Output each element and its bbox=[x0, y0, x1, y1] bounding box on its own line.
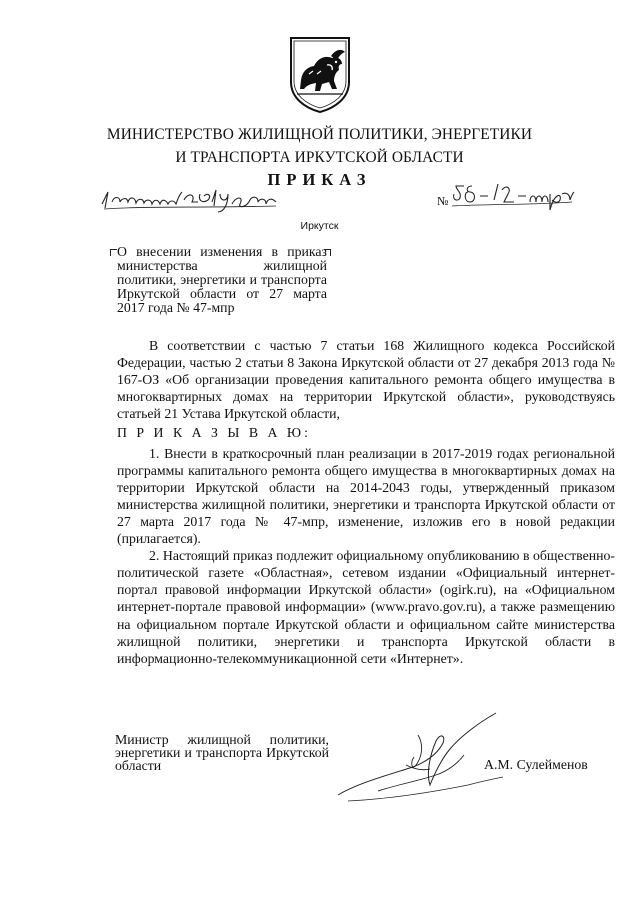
coat-of-arms-icon bbox=[287, 34, 353, 114]
decree-word: П Р И К А З Ы В А Ю: bbox=[117, 425, 311, 441]
ministry-line-2: И ТРАНСПОРТА ИРКУТСКОЙ ОБЛАСТИ bbox=[175, 149, 464, 166]
city-name: Иркутск bbox=[300, 220, 339, 232]
preamble-paragraph: В соответствии с частью 7 статьи 168 Жилищного кодекса Российской Федерации, частью 2 статьи 8 Закона Иркутской области от 27 декабря 2013 года № 167-ОЗ «Об организации проведения капитального ремонта общего имущества в многоквартирных домах на территории Иркутской области», руководствуясь статьей 21 Устава Иркутской области, bbox=[117, 338, 615, 422]
signatory-name: А.М. Сулейменов bbox=[484, 757, 588, 772]
item-2-paragraph: 2. Настоящий приказ подлежит официальному опубликованию в общественно-политической газете «Областная», сетевом издании «Официальный интернет-портал правовой информации Иркутской области» (ogirk.ru), на «Официальном интернет-портале правовой информации» (www.pravo.gov.ru), а также размещению на официальном портале Иркутской области и официальном сайте министерства жилищной политики, энергетики и транспорта Иркутской области в информационно-телекоммуникационной сети «Интернет». bbox=[117, 548, 615, 666]
handwritten-date bbox=[100, 182, 280, 222]
number-sign: № bbox=[437, 194, 449, 208]
document-subject: О внесении изменения в приказ министерства жилищной политики, энергетики и транспорта Иркутской области от 27 марта 2017 года № 47-мпр bbox=[117, 244, 327, 315]
corner-mark-left bbox=[110, 249, 117, 256]
signatory-position: Министр жилищной политики, энергетики и транспорта Иркутской области bbox=[115, 732, 329, 773]
item-1-paragraph: 1. Внести в краткосрочный план реализации в 2017-2019 годах региональной программы капитального ремонта общего имущества в многоквартирных домах на территории Иркутской области на 2014-2043 годы, утвержденный приказом министерства жилищной политики, энергетики и транспорта Иркутской области от 27 марта 2017 года № 47-мпр, изменение, изложив его в новой редакции (прилагается). bbox=[117, 445, 615, 547]
document-body bbox=[117, 337, 615, 667]
ministry-line-1: МИНИСТЕРСТВО ЖИЛИЩНОЙ ПОЛИТИКИ, ЭНЕРГЕТИКИ bbox=[106, 126, 533, 143]
ministry-name bbox=[0, 123, 639, 169]
document-type-title: ПРИКАЗ bbox=[267, 170, 372, 189]
handwritten-number bbox=[450, 180, 575, 216]
